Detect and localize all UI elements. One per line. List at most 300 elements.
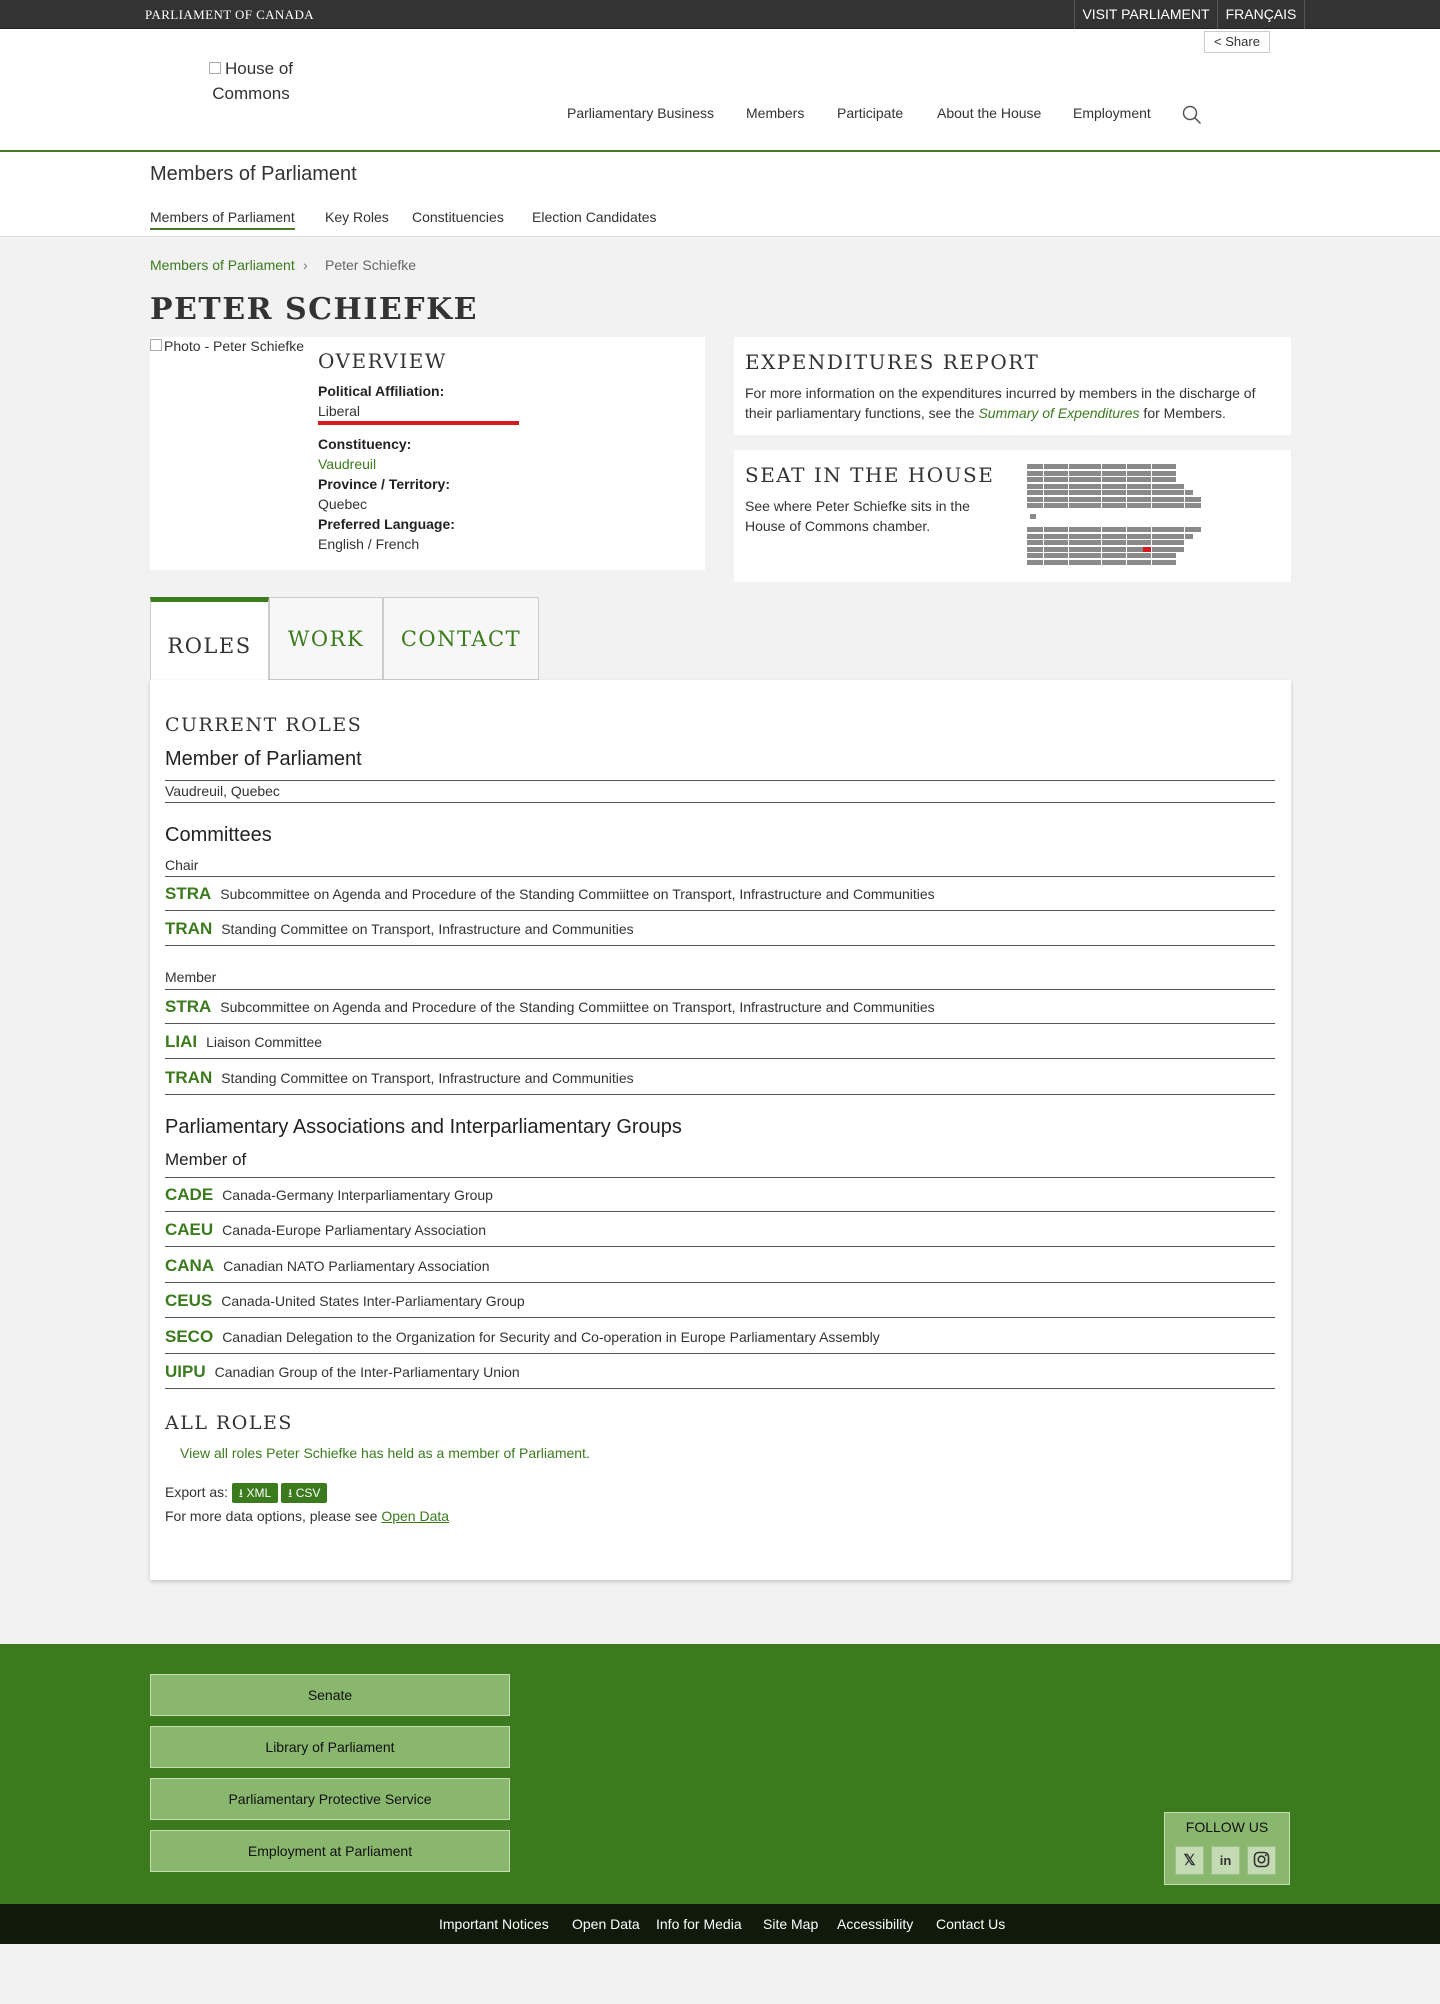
follow-us-box xyxy=(1164,1812,1290,1885)
chair-label: Chair xyxy=(165,857,199,873)
seat xyxy=(1027,464,1035,469)
seat xyxy=(1185,490,1193,495)
seat xyxy=(1077,477,1085,482)
seat xyxy=(1035,534,1043,539)
seat xyxy=(1035,464,1043,469)
tab-contact[interactable]: CONTACT xyxy=(383,597,539,680)
seat xyxy=(1069,490,1077,495)
breadcrumb-parent-link[interactable]: Members of Parliament xyxy=(150,257,295,273)
seat xyxy=(1110,497,1118,502)
seat xyxy=(1052,490,1060,495)
committee-code-link[interactable]: TRAN xyxy=(165,919,213,938)
footer-info-for-media-link[interactable]: Info for Media xyxy=(656,1916,742,1932)
committee-code-link[interactable]: STRA xyxy=(165,997,212,1016)
seat xyxy=(1077,471,1085,476)
seat xyxy=(1176,540,1184,545)
seat xyxy=(1160,547,1168,552)
seat xyxy=(1035,503,1043,508)
province-label: Province / Territory: xyxy=(318,476,451,492)
bottom-bar xyxy=(0,1904,1440,1944)
nav-parliamentary-business[interactable]: Parliamentary Business xyxy=(567,105,715,121)
speaker-seat xyxy=(1030,514,1036,519)
committee-name: Subcommittee on Agenda and Procedure of the Standing Commiittee on Transport, Infrastructure and Communities xyxy=(220,999,935,1015)
csv-label: CSV xyxy=(295,1486,321,1500)
seat xyxy=(1152,464,1160,469)
seat xyxy=(1052,527,1060,532)
seat xyxy=(1160,477,1168,482)
seat xyxy=(1027,477,1035,482)
seat xyxy=(1185,497,1193,502)
footer-employment-link[interactable]: Employment at Parliament xyxy=(150,1830,510,1872)
expenditures-text-before: For more information on the expenditures incurred by members in the discharge of their parliamentary functions, see the xyxy=(745,385,1256,421)
footer-contact-us-link[interactable]: Contact Us xyxy=(936,1916,1006,1932)
committee-code-link[interactable]: LIAI xyxy=(165,1032,198,1051)
seat xyxy=(1069,471,1077,476)
all-roles-link[interactable]: View all roles Peter Schiefke has held as a member of Parliament. xyxy=(180,1445,590,1461)
seat xyxy=(1143,471,1151,476)
seat xyxy=(1110,560,1118,565)
seat xyxy=(1160,553,1168,558)
seat xyxy=(1168,490,1176,495)
seat xyxy=(1118,497,1126,502)
linkedin-icon[interactable]: in xyxy=(1211,1846,1240,1875)
seat xyxy=(1185,503,1193,508)
seat xyxy=(1044,560,1052,565)
seat xyxy=(1044,503,1052,508)
seat xyxy=(1027,484,1035,489)
seat xyxy=(1052,560,1060,565)
association-row xyxy=(165,1249,1275,1283)
seat xyxy=(1044,464,1052,469)
seat xyxy=(1160,527,1168,532)
seat xyxy=(1102,497,1110,502)
seat xyxy=(1093,503,1101,508)
seat xyxy=(1152,471,1160,476)
seat xyxy=(1027,547,1035,552)
member-name: PETER SCHIEFKE xyxy=(150,292,479,327)
seat xyxy=(1110,490,1118,495)
seat xyxy=(1118,540,1126,545)
overview-title: OVERVIEW xyxy=(318,349,447,373)
seat xyxy=(1168,547,1176,552)
seat xyxy=(1052,471,1060,476)
seat xyxy=(1176,490,1184,495)
footer-senate-link[interactable]: Senate xyxy=(150,1674,510,1716)
expenditures-text xyxy=(745,383,1285,423)
seat xyxy=(1160,534,1168,539)
seat xyxy=(1118,560,1126,565)
seat xyxy=(1110,464,1118,469)
seat xyxy=(1093,490,1101,495)
seat xyxy=(1085,503,1093,508)
seat xyxy=(1193,527,1201,532)
seat xyxy=(1035,490,1043,495)
seat xyxy=(1102,553,1110,558)
seat xyxy=(1069,497,1077,502)
seat xyxy=(1152,547,1160,552)
footer-accessibility-link[interactable]: Accessibility xyxy=(837,1916,914,1932)
more-data-label: For more data options, please see xyxy=(165,1508,382,1524)
seat xyxy=(1077,540,1085,545)
seat xyxy=(1110,471,1118,476)
seat xyxy=(1035,497,1043,502)
seat xyxy=(1060,503,1068,508)
association-row xyxy=(165,1178,1275,1212)
seat xyxy=(1152,527,1160,532)
seat xyxy=(1044,540,1052,545)
constituency-link[interactable]: Vaudreuil xyxy=(318,456,377,472)
chevron-right-icon: › xyxy=(303,257,308,273)
broken-image-icon xyxy=(150,339,162,351)
seat xyxy=(1060,484,1068,489)
seat-title: SEAT IN THE HOUSE xyxy=(745,463,995,487)
seat xyxy=(1102,464,1110,469)
seat xyxy=(1035,471,1043,476)
download-icon: ⭳ xyxy=(288,1486,293,1500)
seat xyxy=(1093,497,1101,502)
house-of-commons-logo[interactable] xyxy=(178,56,324,106)
roles-panel xyxy=(150,680,1291,1580)
seat xyxy=(1044,477,1052,482)
section-title: Members of Parliament xyxy=(150,163,357,185)
seat xyxy=(1060,471,1068,476)
follow-us-label: FOLLOW US xyxy=(1185,1819,1269,1835)
seat xyxy=(1044,471,1052,476)
export-row xyxy=(165,1483,330,1503)
committee-row xyxy=(165,877,1275,911)
subnav-constituencies[interactable]: Constituencies xyxy=(412,209,504,225)
seat xyxy=(1152,560,1160,565)
seat xyxy=(1127,497,1135,502)
seat xyxy=(1027,490,1035,495)
parliament-of-canada-link[interactable]: PARLIAMENT OF CANADA xyxy=(145,7,315,22)
seat xyxy=(1110,534,1118,539)
seat xyxy=(1127,477,1135,482)
seat xyxy=(1102,540,1110,545)
footer-protective-service-link[interactable]: Parliamentary Protective Service xyxy=(150,1778,510,1820)
seat xyxy=(1044,484,1052,489)
associations-subheading: Member of xyxy=(165,1150,247,1169)
seat xyxy=(1093,464,1101,469)
association-name: Canadian Group of the Inter-Parliamentary Union xyxy=(214,1364,520,1380)
seat xyxy=(1118,553,1126,558)
party-color-bar xyxy=(318,421,519,425)
seat xyxy=(1077,497,1085,502)
seat xyxy=(1160,484,1168,489)
seat xyxy=(1143,553,1151,558)
seat xyxy=(1102,503,1110,508)
seat xyxy=(1110,503,1118,508)
seat xyxy=(1160,503,1168,508)
seat xyxy=(1027,560,1035,565)
seat xyxy=(1135,527,1143,532)
seat xyxy=(1102,560,1110,565)
seat xyxy=(1077,503,1085,508)
seat xyxy=(1127,553,1135,558)
seat xyxy=(1135,464,1143,469)
committee-code-link[interactable]: STRA xyxy=(165,884,212,903)
seat xyxy=(1085,547,1093,552)
subnav-key-roles[interactable]: Key Roles xyxy=(325,209,389,225)
seat xyxy=(1035,477,1043,482)
seat xyxy=(1118,534,1126,539)
seat xyxy=(1093,547,1101,552)
seat xyxy=(1069,534,1077,539)
footer-open-data-link[interactable]: Open Data xyxy=(572,1916,640,1932)
seat xyxy=(1035,553,1043,558)
seat xyxy=(1110,484,1118,489)
download-icon: ⭳ xyxy=(238,1486,244,1500)
logo-alt-text: House of Commons xyxy=(212,59,294,103)
share-icon: < xyxy=(1214,34,1222,49)
seat xyxy=(1060,497,1068,502)
seat xyxy=(1052,547,1060,552)
seat xyxy=(1176,527,1184,532)
seat xyxy=(1093,560,1101,565)
seat xyxy=(1152,497,1160,502)
association-code-link[interactable]: CAEU xyxy=(165,1220,214,1239)
seat xyxy=(1085,490,1093,495)
seat xyxy=(1193,497,1201,502)
seat xyxy=(1093,553,1101,558)
seat xyxy=(1027,540,1035,545)
nav-members[interactable]: Members xyxy=(746,105,805,121)
seat xyxy=(1027,553,1035,558)
seat xyxy=(1093,477,1101,482)
seat xyxy=(1135,540,1143,545)
seat xyxy=(1152,553,1160,558)
committees-heading: Committees xyxy=(165,824,272,846)
seat xyxy=(1052,503,1060,508)
member-photo xyxy=(150,338,304,354)
seat xyxy=(1168,553,1176,558)
seat xyxy=(1027,497,1035,502)
visit-parliament-link[interactable]: VISIT PARLIAMENT xyxy=(1074,0,1217,29)
seat xyxy=(1085,464,1093,469)
seat xyxy=(1152,540,1160,545)
seat xyxy=(1052,497,1060,502)
seat xyxy=(1118,490,1126,495)
seat xyxy=(1102,484,1110,489)
seat xyxy=(1035,540,1043,545)
association-code-link[interactable]: UIPU xyxy=(165,1362,206,1381)
seat xyxy=(1143,503,1151,508)
seat xyxy=(1127,484,1135,489)
associations-heading: Parliamentary Associations and Interparliamentary Groups xyxy=(165,1116,682,1138)
seat xyxy=(1143,490,1151,495)
committee-row xyxy=(165,990,1275,1024)
seat xyxy=(1110,527,1118,532)
seat xyxy=(1102,547,1110,552)
association-name: Canada-United States Inter-Parliamentary Group xyxy=(221,1293,525,1309)
seat xyxy=(1143,464,1151,469)
tab-work[interactable]: WORK xyxy=(269,597,383,680)
seat xyxy=(1118,471,1126,476)
seat xyxy=(1069,464,1077,469)
footer-important-notices-link[interactable]: Important Notices xyxy=(439,1916,549,1932)
province-value: Quebec xyxy=(318,496,368,512)
seat xyxy=(1027,471,1035,476)
language-toggle-link[interactable]: FRANÇAIS xyxy=(1217,0,1305,29)
seat xyxy=(1093,471,1101,476)
expenditures-card xyxy=(734,337,1291,435)
seat xyxy=(1143,477,1151,482)
subnav-members-of-parliament[interactable]: Members of Parliament xyxy=(150,209,295,230)
committee-row xyxy=(165,1061,1275,1095)
seat xyxy=(1110,553,1118,558)
export-csv-button[interactable] xyxy=(281,1483,327,1503)
footer-site-map-link[interactable]: Site Map xyxy=(763,1916,819,1932)
seat xyxy=(1044,497,1052,502)
seat xyxy=(1044,490,1052,495)
nav-participate[interactable]: Participate xyxy=(837,105,904,121)
seat xyxy=(1118,464,1126,469)
seat xyxy=(1035,547,1043,552)
association-name: Canada-Germany Interparliamentary Group xyxy=(222,1187,493,1203)
seat xyxy=(1160,490,1168,495)
association-code-link[interactable]: SECO xyxy=(165,1327,214,1346)
seat xyxy=(1168,484,1176,489)
committee-code-link[interactable]: TRAN xyxy=(165,1068,213,1087)
seat xyxy=(1035,484,1043,489)
seat xyxy=(1069,527,1077,532)
seat xyxy=(1102,471,1110,476)
seat xyxy=(1160,560,1168,565)
seat xyxy=(1085,560,1093,565)
seat xyxy=(1093,534,1101,539)
seat xyxy=(1060,560,1068,565)
seat xyxy=(1127,560,1135,565)
seat xyxy=(1077,560,1085,565)
nav-about-the-house[interactable]: About the House xyxy=(937,105,1042,121)
association-code-link[interactable]: CANA xyxy=(165,1256,215,1275)
seat xyxy=(1152,534,1160,539)
seat xyxy=(1069,547,1077,552)
seat xyxy=(1077,527,1085,532)
share-button[interactable] xyxy=(1204,31,1270,53)
seat xyxy=(1027,503,1035,508)
seat xyxy=(1118,503,1126,508)
seat xyxy=(1085,527,1093,532)
overview-card xyxy=(150,337,705,570)
nav-employment[interactable]: Employment xyxy=(1073,105,1151,121)
open-data-link[interactable]: Open Data xyxy=(381,1508,450,1524)
seat xyxy=(1060,527,1068,532)
seat xyxy=(1085,477,1093,482)
association-name: Canadian NATO Parliamentary Association xyxy=(223,1258,490,1274)
seat xyxy=(1176,484,1184,489)
summary-of-expenditures-link[interactable]: Summary of Expenditures xyxy=(978,405,1140,421)
association-code-link[interactable]: CADE xyxy=(165,1185,214,1204)
seat xyxy=(1135,477,1143,482)
seat xyxy=(1168,560,1176,565)
committee-name: Liaison Committee xyxy=(206,1034,323,1050)
expenditures-title: EXPENDITURES REPORT xyxy=(745,350,1040,374)
seat xyxy=(1143,484,1151,489)
seat xyxy=(1127,503,1135,508)
seat xyxy=(1077,464,1085,469)
seat xyxy=(1085,497,1093,502)
export-label: Export as: xyxy=(165,1484,229,1500)
footer-library-link[interactable]: Library of Parliament xyxy=(150,1726,510,1768)
association-row xyxy=(165,1284,1275,1318)
house-seating-map[interactable] xyxy=(1027,464,1257,569)
seat xyxy=(1160,471,1168,476)
search-icon[interactable] xyxy=(1182,105,1202,125)
seat xyxy=(1069,503,1077,508)
affiliation-value: Liberal xyxy=(318,403,361,419)
association-row xyxy=(165,1213,1275,1247)
seat-text: See where Peter Schiefke sits in the House of Commons chamber. xyxy=(745,498,970,534)
seat xyxy=(1152,490,1160,495)
seat xyxy=(1118,527,1126,532)
seat xyxy=(1176,547,1184,552)
seat xyxy=(1143,540,1151,545)
share-label: Share xyxy=(1225,34,1260,49)
seat xyxy=(1069,553,1077,558)
language-value: English / French xyxy=(318,536,420,552)
seat xyxy=(1143,497,1151,502)
x-icon[interactable]: 𝕏 xyxy=(1175,1846,1204,1875)
member-seat-highlight xyxy=(1143,547,1151,552)
seat xyxy=(1135,497,1143,502)
seat xyxy=(1135,490,1143,495)
seat xyxy=(1127,540,1135,545)
seat xyxy=(1052,484,1060,489)
seat xyxy=(1035,560,1043,565)
seat xyxy=(1077,484,1085,489)
seat xyxy=(1168,471,1176,476)
tab-roles[interactable]: ROLES xyxy=(150,597,269,680)
seat xyxy=(1118,484,1126,489)
member-label: Member xyxy=(165,969,217,985)
association-row xyxy=(165,1320,1275,1354)
export-xml-button[interactable] xyxy=(232,1483,278,1503)
seat xyxy=(1176,534,1184,539)
seat xyxy=(1069,484,1077,489)
association-code-link[interactable]: CEUS xyxy=(165,1291,213,1310)
seat xyxy=(1060,490,1068,495)
seat xyxy=(1085,534,1093,539)
seat xyxy=(1044,547,1052,552)
seat xyxy=(1185,527,1193,532)
expenditures-text-after: for Members. xyxy=(1139,405,1226,421)
seat xyxy=(1052,534,1060,539)
seat xyxy=(1077,547,1085,552)
seat xyxy=(1027,534,1035,539)
seat xyxy=(1035,527,1043,532)
mp-heading: Member of Parliament xyxy=(165,748,362,770)
seat xyxy=(1060,464,1068,469)
seat xyxy=(1102,477,1110,482)
seat xyxy=(1118,547,1126,552)
seat xyxy=(1077,553,1085,558)
committee-row xyxy=(165,1025,1275,1059)
seat xyxy=(1135,503,1143,508)
seat xyxy=(1093,527,1101,532)
seat xyxy=(1168,464,1176,469)
seat xyxy=(1069,477,1077,482)
current-roles-title: CURRENT ROLES xyxy=(165,714,363,736)
seat xyxy=(1085,471,1093,476)
seat xyxy=(1168,527,1176,532)
instagram-icon[interactable] xyxy=(1247,1846,1276,1875)
subnav-election-candidates[interactable]: Election Candidates xyxy=(532,209,657,225)
seat xyxy=(1044,553,1052,558)
seat xyxy=(1060,540,1068,545)
seat xyxy=(1093,540,1101,545)
seat xyxy=(1168,503,1176,508)
